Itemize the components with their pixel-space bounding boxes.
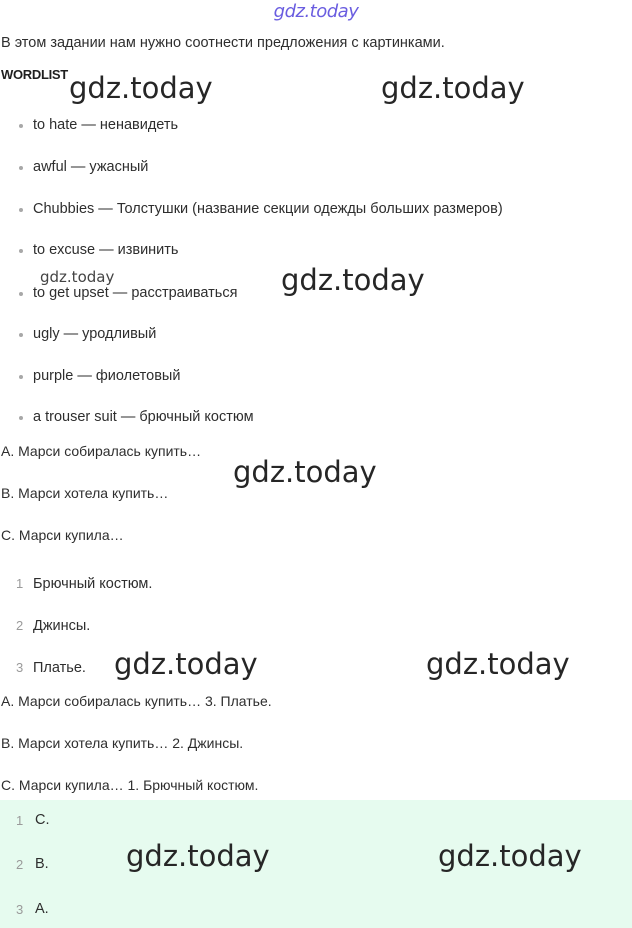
answer-number: 3 bbox=[16, 902, 24, 917]
bullet-icon bbox=[19, 333, 23, 337]
bullet-icon bbox=[19, 292, 23, 296]
option-text: Платье. bbox=[33, 660, 86, 676]
option-item bbox=[16, 618, 91, 634]
bullet-icon bbox=[19, 375, 23, 379]
watermark: gdz.today bbox=[426, 647, 570, 681]
watermark: gdz.today bbox=[381, 71, 525, 105]
answer-item bbox=[16, 812, 50, 828]
wordlist-item-text: to hate — ненавидеть bbox=[33, 117, 179, 133]
answer-item bbox=[16, 856, 49, 872]
bullet-icon bbox=[19, 124, 23, 128]
bullet-icon bbox=[19, 208, 23, 212]
watermark: gdz.today bbox=[69, 71, 213, 105]
option-text: Брючный костюм. bbox=[33, 576, 153, 592]
answer-number: 2 bbox=[16, 857, 24, 872]
option-number: 1 bbox=[16, 576, 24, 591]
wordlist-item-text: ugly — уродливый bbox=[33, 326, 157, 342]
bullet-icon bbox=[19, 166, 23, 170]
answer-text: C. bbox=[35, 812, 50, 828]
match-line-c: C. Марси купила… 1. Брючный костюм. bbox=[1, 777, 259, 793]
match-line-b: B. Марси хотела купить… 2. Джинсы. bbox=[1, 735, 244, 751]
watermark: gdz.today bbox=[126, 839, 270, 873]
wordlist-item-text: to get upset — расстраиваться bbox=[33, 285, 238, 301]
answer-item bbox=[16, 901, 49, 917]
watermark: gdz.today bbox=[233, 455, 377, 489]
sentence-c: C. Марси купила… bbox=[1, 527, 124, 543]
option-item bbox=[16, 660, 86, 676]
sentence-a: A. Марси собиралась купить… bbox=[1, 443, 202, 459]
wordlist-item-text: to excuse — извинить bbox=[33, 242, 179, 258]
wordlist-item-text: purple — фиолетовый bbox=[33, 368, 181, 384]
wordlist-item-text: Chubbies — Толстушки (название секции одежды больших размеров) bbox=[33, 201, 503, 217]
task-intro: В этом задании нам нужно соотнести предложения с картинками. bbox=[1, 35, 445, 51]
wordlist-heading: WORDLIST bbox=[1, 67, 68, 82]
wordlist-item bbox=[33, 201, 503, 217]
watermark-small: gdz.today bbox=[40, 268, 115, 286]
watermark: gdz.today bbox=[281, 263, 425, 297]
watermark: gdz.today bbox=[438, 839, 582, 873]
answer-text: A. bbox=[35, 901, 49, 917]
answer-number: 1 bbox=[16, 813, 24, 828]
option-item bbox=[16, 576, 153, 592]
option-number: 3 bbox=[16, 660, 24, 675]
wordlist-item bbox=[33, 368, 180, 384]
wordlist-item bbox=[33, 326, 156, 342]
wordlist-item-text: awful — ужасный bbox=[33, 159, 149, 175]
wordlist-item bbox=[33, 285, 237, 301]
answer-text: B. bbox=[35, 856, 49, 872]
wordlist-item bbox=[33, 242, 178, 258]
wordlist-item bbox=[33, 117, 178, 133]
option-number: 2 bbox=[16, 618, 24, 633]
match-line-a: A. Марси собиралась купить… 3. Платье. bbox=[1, 693, 272, 709]
bullet-icon bbox=[19, 249, 23, 253]
site-logo: gdz.today bbox=[273, 1, 359, 22]
wordlist-item bbox=[33, 159, 148, 175]
option-text: Джинсы. bbox=[33, 618, 91, 634]
wordlist-item-text: a trouser suit — брючный костюм bbox=[33, 409, 254, 425]
bullet-icon bbox=[19, 416, 23, 420]
wordlist-item bbox=[33, 409, 254, 425]
watermark: gdz.today bbox=[114, 647, 258, 681]
sentence-b: B. Марси хотела купить… bbox=[1, 485, 169, 501]
